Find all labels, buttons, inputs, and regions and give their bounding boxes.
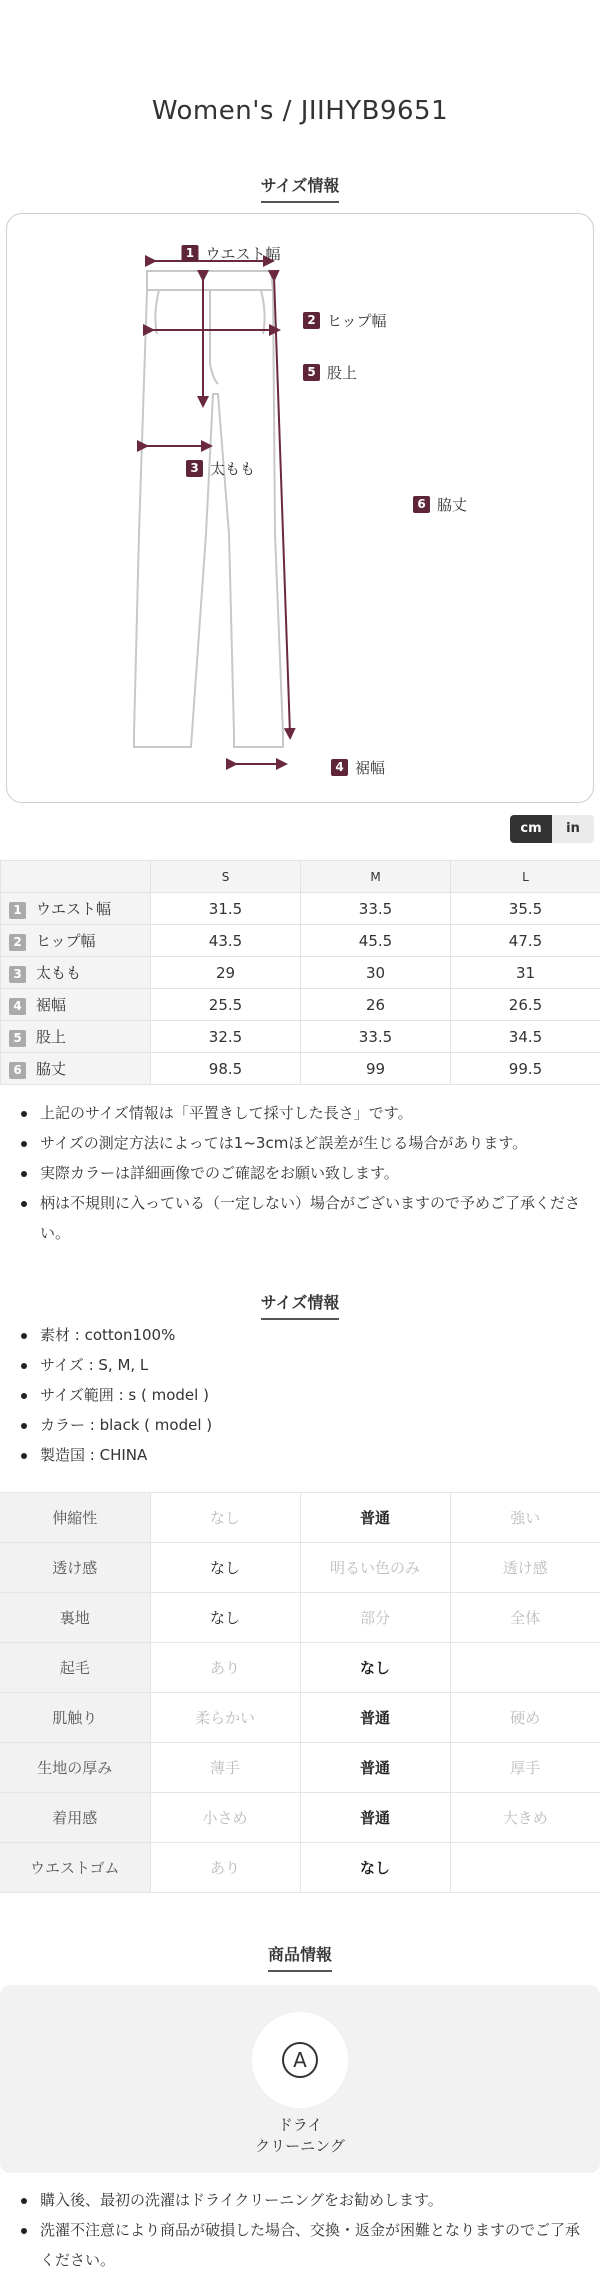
table-cell: 34.5: [451, 1021, 600, 1053]
table-cell: 33.5: [301, 1021, 451, 1053]
attribute-option: 透け感: [450, 1543, 600, 1593]
diagram-label-length: 6 脇丈: [413, 494, 467, 515]
attribute-label: 起毛: [0, 1643, 150, 1693]
list-item: サイズの測定方法によっては1~3cmほど誤差が生じる場合があります。: [0, 1128, 600, 1158]
table-cell: 25.5: [151, 989, 301, 1021]
attribute-option-selected: なし: [150, 1593, 300, 1643]
list-item: サイズ : S, M, L: [0, 1350, 600, 1380]
table-cell: 26.5: [451, 989, 600, 1021]
fabric-attributes-table: [0, 1492, 600, 1893]
attribute-option-selected: なし: [300, 1643, 450, 1693]
diagram-label-thigh: 3 太もも: [186, 458, 255, 479]
row-label: 1 ウエスト幅: [1, 893, 151, 925]
spec-list: [0, 1320, 600, 1470]
table-row: [0, 1593, 600, 1643]
table-row: [0, 1493, 600, 1543]
care-notes-list: [0, 2185, 600, 2275]
size-notes-list: [0, 1098, 600, 1248]
table-row: [1, 1053, 600, 1085]
row-badge: 2: [9, 934, 26, 951]
attribute-option: 強い: [450, 1493, 600, 1543]
table-cell: 29: [151, 957, 301, 989]
badge-1: 1: [181, 245, 198, 262]
size-col-s: S: [151, 861, 301, 893]
table-cell: 35.5: [451, 893, 600, 925]
pocket-right: [261, 290, 265, 334]
table-cell: 32.5: [151, 1021, 301, 1053]
attribute-label: 伸縮性: [0, 1493, 150, 1543]
row-label: 3 太もも: [1, 957, 151, 989]
size-info-heading: [0, 173, 600, 203]
list-item: 製造国 : CHINA: [0, 1440, 600, 1470]
diagram-label-waist: 1 ウエスト幅: [181, 243, 280, 264]
dry-clean-circle-icon: A: [282, 2042, 318, 2078]
row-label: 4 裾幅: [1, 989, 151, 1021]
list-item: 実際カラーは詳細画像でのご確認をお願い致します。: [0, 1158, 600, 1188]
attribute-option: 硬め: [450, 1693, 600, 1743]
table-row: [1, 1021, 600, 1053]
table-cell: 43.5: [151, 925, 301, 957]
attribute-label: 着用感: [0, 1793, 150, 1843]
table-cell: 47.5: [451, 925, 600, 957]
size-table-header: [1, 861, 600, 893]
waistband-outline: [147, 271, 273, 290]
badge-2: 2: [303, 312, 320, 329]
row-label: 2 ヒップ幅: [1, 925, 151, 957]
table-row: [1, 989, 600, 1021]
row-label: 6 脇丈: [1, 1053, 151, 1085]
diagram-label-hip: 2 ヒップ幅: [303, 310, 387, 331]
table-cell: 30: [301, 957, 451, 989]
row-label: 5 股上: [1, 1021, 151, 1053]
size-col-m: M: [301, 861, 451, 893]
diagram-label-hem: 4 裾幅: [331, 757, 385, 778]
row-badge: 3: [9, 966, 26, 983]
attribute-option: 薄手: [150, 1743, 300, 1793]
row-badge: 1: [9, 902, 26, 919]
list-item: 購入後、最初の洗濯はドライクリーニングをお勧めします。: [0, 2185, 600, 2215]
table-row: [1, 893, 600, 925]
attribute-option-selected: なし: [150, 1543, 300, 1593]
page-title: Women's / JIIHYB9651: [151, 96, 449, 126]
attribute-option: 柔らかい: [150, 1693, 300, 1743]
row-badge: 4: [9, 998, 26, 1015]
size-info-heading-2: [0, 1290, 600, 1320]
attribute-option-selected: なし: [300, 1843, 450, 1893]
unit-cm-button[interactable]: cm: [510, 815, 552, 843]
attribute-label: 肌触り: [0, 1693, 150, 1743]
table-row: [1, 925, 600, 957]
pocket-left: [155, 290, 159, 334]
table-row: [0, 1793, 600, 1843]
table-cell: 31.5: [151, 893, 301, 925]
attribute-option: [450, 1643, 600, 1693]
table-row: [1, 957, 600, 989]
size-info-heading-2-text: サイズ情報: [261, 1290, 340, 1320]
list-item: カラー : black ( model ): [0, 1410, 600, 1440]
table-row: [0, 1843, 600, 1893]
product-info-heading-text: 商品情報: [268, 1942, 332, 1972]
attribute-option: 全体: [450, 1593, 600, 1643]
table-row: [0, 1643, 600, 1693]
care-label: ドライ クリーニング: [255, 2116, 345, 2155]
care-instructions-box: [0, 1985, 600, 2173]
badge-4: 4: [331, 759, 348, 776]
attribute-label: 生地の厚み: [0, 1743, 150, 1793]
fly-seam: [210, 290, 218, 384]
list-item: 洗濯不注意により商品が破損した場合、交換・返金が困難となりますのでご了承ください。: [0, 2215, 600, 2275]
attribute-option-selected: 普通: [300, 1793, 450, 1843]
attribute-option: [450, 1843, 600, 1893]
table-cell: 33.5: [301, 893, 451, 925]
table-cell: 98.5: [151, 1053, 301, 1085]
size-col-l: L: [451, 861, 600, 893]
care-icon-circle: [252, 2012, 348, 2108]
attribute-label: 裏地: [0, 1593, 150, 1643]
diagram-label-rise: 5 股上: [303, 362, 357, 383]
attribute-option: 部分: [300, 1593, 450, 1643]
attribute-option: 厚手: [450, 1743, 600, 1793]
length-line: [274, 276, 290, 734]
list-item: サイズ範囲 : s ( model ): [0, 1380, 600, 1410]
badge-3: 3: [186, 460, 203, 477]
pants-outline: [134, 290, 283, 747]
attribute-label: ウエストゴム: [0, 1843, 150, 1893]
table-row: [0, 1743, 600, 1793]
attribute-option: 明るい色のみ: [300, 1543, 450, 1593]
pants-illustration: [7, 214, 595, 804]
attribute-option: 大きめ: [450, 1793, 600, 1843]
table-cell: 99.5: [451, 1053, 600, 1085]
product-info-heading: [0, 1942, 600, 1972]
pants-size-diagram: [6, 213, 594, 803]
list-item: 上記のサイズ情報は「平置きして採寸した長さ」です。: [0, 1098, 600, 1128]
table-row: [0, 1693, 600, 1743]
table-row: [0, 1543, 600, 1593]
attribute-option: なし: [150, 1493, 300, 1543]
unit-in-button[interactable]: in: [552, 815, 594, 843]
attribute-label: 透け感: [0, 1543, 150, 1593]
attribute-option-selected: 普通: [300, 1743, 450, 1793]
row-badge: 5: [9, 1030, 26, 1047]
table-cell: 31: [451, 957, 600, 989]
size-table: [0, 860, 600, 1085]
table-cell: 99: [301, 1053, 451, 1085]
attribute-option-selected: 普通: [300, 1693, 450, 1743]
table-cell: 45.5: [301, 925, 451, 957]
attribute-option: 小さめ: [150, 1793, 300, 1843]
unit-toggle: [510, 815, 594, 843]
badge-5: 5: [303, 364, 320, 381]
size-table-corner: [1, 861, 151, 893]
attribute-option-selected: 普通: [300, 1493, 450, 1543]
size-info-heading-text: サイズ情報: [261, 173, 340, 203]
list-item: 素材 : cotton100%: [0, 1320, 600, 1350]
table-cell: 26: [301, 989, 451, 1021]
badge-6: 6: [413, 496, 430, 513]
row-badge: 6: [9, 1062, 26, 1079]
list-item: 柄は不規則に入っている（一定しない）場合がございますので予めご了承ください。: [0, 1188, 600, 1248]
attribute-option: あり: [150, 1643, 300, 1693]
attribute-option: あり: [150, 1843, 300, 1893]
